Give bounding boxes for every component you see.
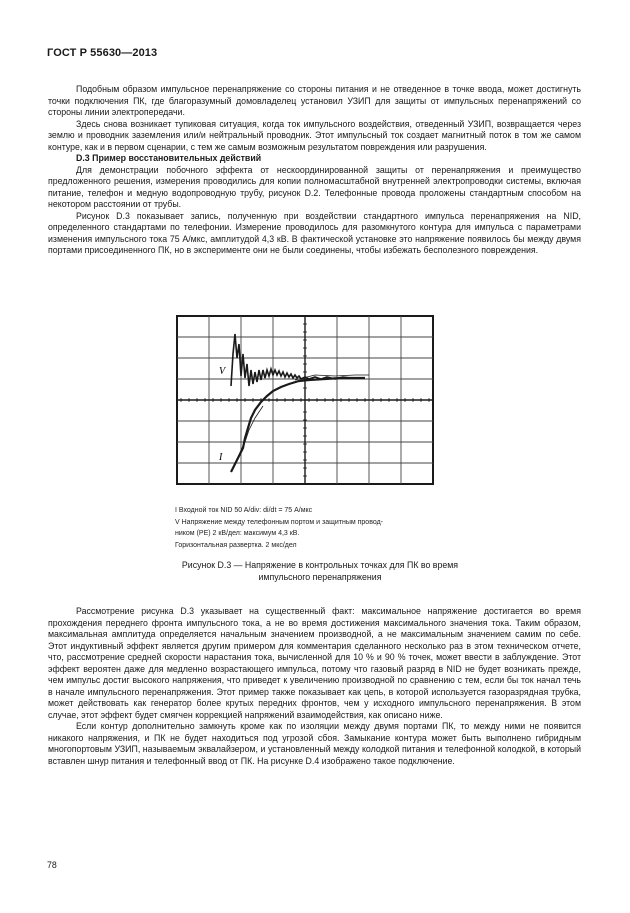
page-number: 78 — [47, 860, 57, 870]
figure-legend — [175, 505, 475, 551]
paragraph: Здесь снова возникает тупиковая ситуация, когда ток импульсного воздействия, отведенный УЗИП, возвращается через землю и проводник заземления или/и нейтральный проводник. Этот импульсный ток создает магнитный поток в том же самом контуре, как и в первом сценарии, с тем же самым возможным результатом повреждения или разрушения. — [48, 118, 581, 152]
paragraph: Для демонстрации побочного эффекта от нескоординированной защиты от перенапряжения и преимущество предложенного решения, измерения проводились для копии полномасштабной внутренней электропроводки системы, включая питание, телефон и медную водопроводную трубу, рисунок D.2. Телефонные провода проложены стандартным способом на некотором расстоянии от трубы. — [48, 164, 581, 209]
current-label: I — [219, 452, 223, 463]
text-block-bottom — [48, 606, 581, 767]
caption-line: Рисунок D.3 — Напряжение в контрольных точках для ПК во время — [181, 560, 459, 570]
paragraph: Если контур дополнительно замкнуть кроме как по изоляции между двумя портами ПК, то между ними не появится никакого напряжения, и ПК не будет находиться под угрозой сбоя. Замыкание контура может быть выполнено гибридным многопортовым УЗИП, называемым эквалайзером, и установленный между колодкой питания и телефонной колодкой, в который вставлен шнур питания и телефонный ввод от ПК. На рисунке D.4 изображено такое подключение. — [48, 721, 581, 766]
oscillogram — [175, 314, 435, 486]
paragraph: Подобным образом импульсное перенапряжение со стороны питания и не отведенное в точке ввода, может достигнуть точки подключения ПК, где благоразумный домовладелец установил УЗИП для защиты от импульсных перенапряжений со стороны линии электропередачи. — [48, 84, 581, 117]
legend-line: V Напряжение между телефонным портом и защитным провод- — [175, 518, 383, 526]
voltage-label: V — [219, 366, 226, 377]
figure-caption — [140, 560, 500, 583]
legend-line: I Входной ток NID 50 A/div: di/dt = 75 А/мкс — [175, 507, 313, 514]
paragraph: Рисунок D.3 показывает запись, полученную при воздействии стандартного импульса перенапряжения на NID, определенного стандартами по телефонии. Измерение проводилось для разомкнутого контура для импульса с параметрами изменения импульсного тока 75 А/мкс, амплитудой 4,3 кВ. В фактической установке это напряжение появилось бы между двумя портами присоединенного ПК, но в эксперименте они не были соединены, чтобы избежать бесполезного повреждения. — [48, 210, 581, 255]
section-heading: D.3 Пример восстановительных действий — [76, 153, 262, 163]
legend-line: Горизонтальная развертка. 2 мкс/дел — [175, 541, 297, 549]
caption-line: импульсного перенапряжения — [258, 571, 382, 582]
paragraph: Рассмотрение рисунка D.3 указывает на существенный факт: максимальное напряжение достигается во время прохождения переднего фронта импульсного тока, а не во время достижения максимального значения тока. Таким образом, максимальная амплитуда определяется начальным значением производной, а не максимальным значением самим по себе. Этот индуктивный эффект является другим примером для комментария сделанного несколько раз в этом техническом отчете, что, рассмотрение средней скорости нарастания тока, вычисленной для 10 % и 90 % точек, может ввести в заблуждение. Этот эффект вероятен даже для медленно возрастающего импульса, потому что газовый разряд в NID не будет возникать прежде, чем импульс достиг высокого напряжения, что приведет к увеличению производной по сравнению с тем, если бы ток начал течь в начале импульсного перенапряжения. Этот пример также показывает как цепь, в которой используется газоразрядная трубка, может действовать как генератор более крутых передних фронтов, чем у исходного импульсного перенапряжения. В этом случае, этот эффект будет смягчен коррекцией напряжений взаимодействия, как описано ниже. — [48, 606, 581, 720]
oscillogram-figure — [175, 314, 435, 486]
legend-line: ником (PE) 2 кВ/дел: максимум 4,3 кВ. — [175, 530, 300, 537]
text-block-top — [48, 84, 581, 257]
page-header: ГОСТ Р 55630—2013 — [47, 47, 158, 59]
